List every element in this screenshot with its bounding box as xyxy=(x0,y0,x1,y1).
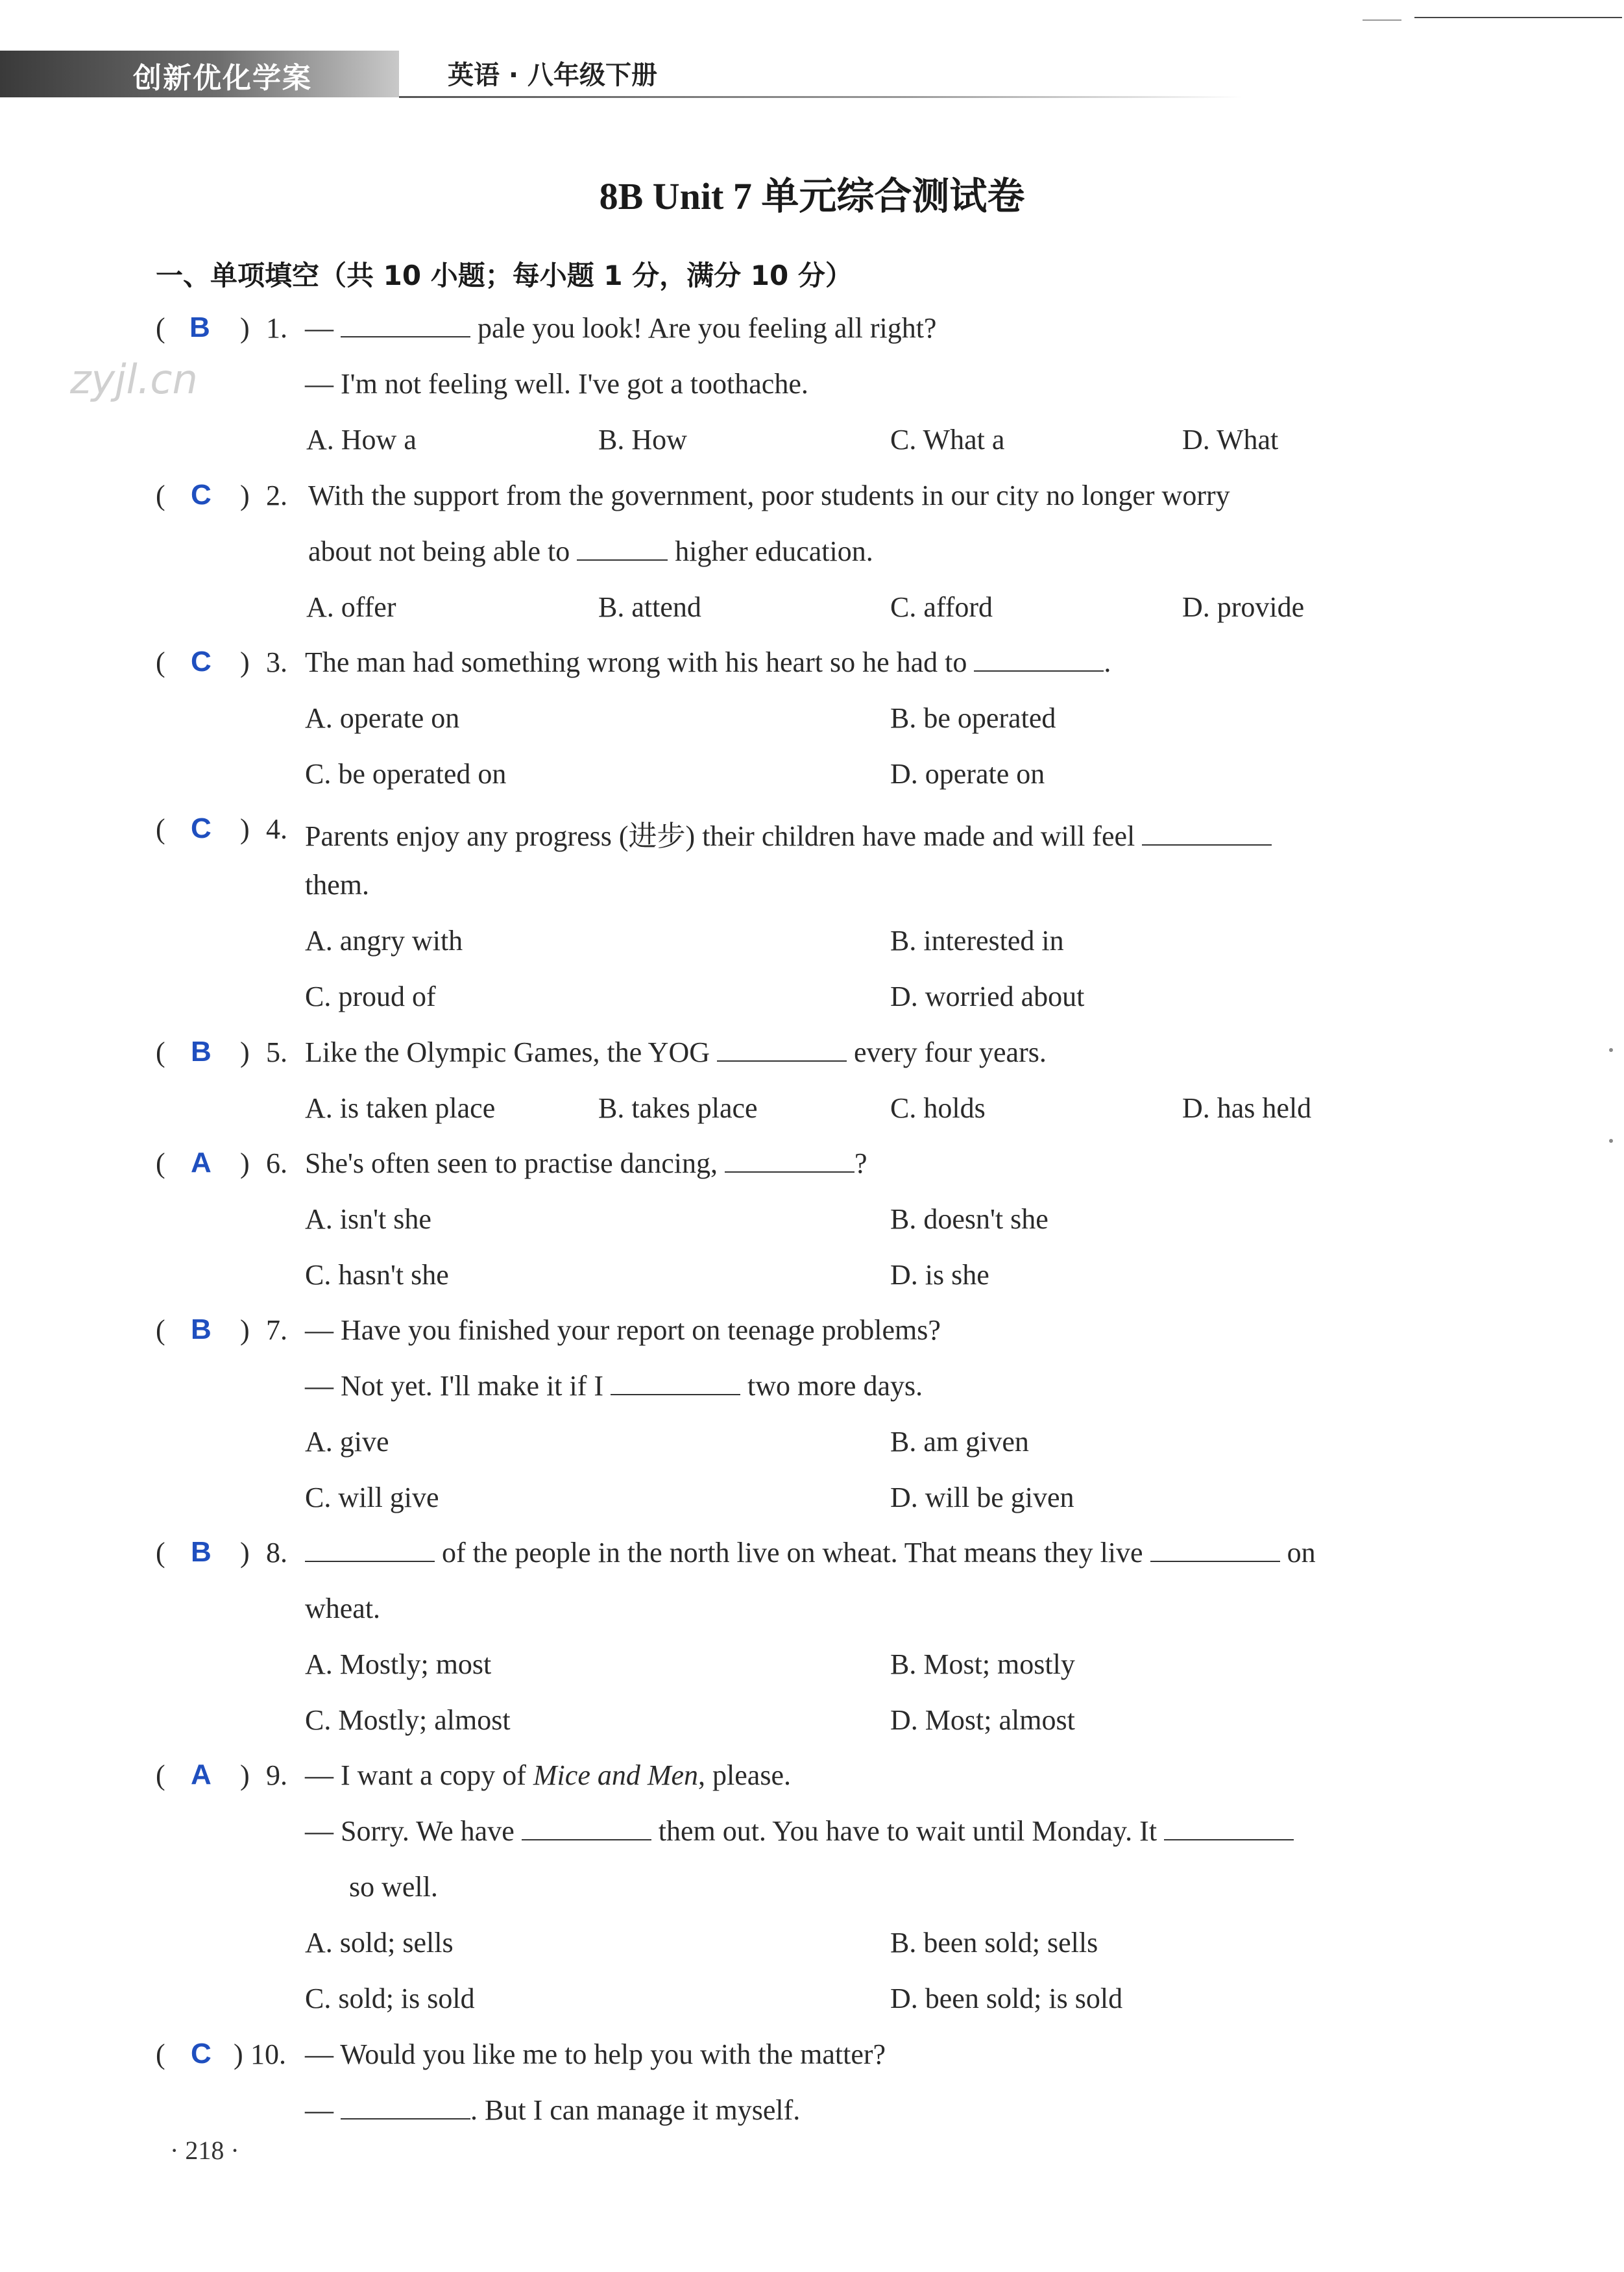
option: D. operate on xyxy=(890,758,1045,790)
option: C. proud of xyxy=(305,981,436,1012)
page-title: 8B Unit 7 单元综合测试卷 xyxy=(599,175,1025,217)
option: D. What xyxy=(1182,424,1279,456)
option: D. worried about xyxy=(890,981,1085,1012)
corner-rule-short xyxy=(1363,19,1401,21)
answer-9: A xyxy=(191,1759,212,1790)
answer-4: C xyxy=(191,812,212,844)
blank xyxy=(577,537,668,561)
blank xyxy=(305,1539,435,1562)
margin-dot xyxy=(1609,1048,1613,1052)
blank xyxy=(341,314,470,337)
option: B. takes place xyxy=(598,1092,758,1124)
blank xyxy=(717,1038,847,1062)
series-name: 创新优化学案 xyxy=(133,62,312,95)
option: A. sold; sells xyxy=(305,1927,454,1959)
option: A. Mostly; most xyxy=(305,1648,492,1680)
option: D. will be given xyxy=(890,1482,1074,1513)
option: C. Mostly; almost xyxy=(305,1704,511,1736)
option: B. How xyxy=(598,424,687,456)
blank xyxy=(611,1372,740,1395)
option: A. angry with xyxy=(305,925,463,957)
option: A. operate on xyxy=(305,702,460,734)
option: B. attend xyxy=(598,591,701,623)
option: C. afford xyxy=(890,591,993,623)
blank xyxy=(725,1149,854,1173)
option: A. How a xyxy=(306,424,417,456)
corner-rule xyxy=(1414,17,1622,18)
option: C. holds xyxy=(890,1092,986,1124)
section-heading: 一、单项填空（共 10 小题；每小题 1 分，满分 10 分） xyxy=(156,260,853,291)
option: A. give xyxy=(305,1426,389,1458)
option: A. isn't she xyxy=(305,1203,431,1235)
answer-7: B xyxy=(191,1313,212,1345)
margin-dot xyxy=(1609,1139,1613,1143)
option: D. provide xyxy=(1182,591,1305,623)
page-number: · 218 · xyxy=(170,2136,239,2165)
blank xyxy=(1150,1539,1280,1562)
watermark: zyjl.cn xyxy=(70,356,198,403)
blank xyxy=(522,1817,651,1840)
book-title: Mice and Men xyxy=(533,1759,699,1791)
option: B. doesn't she xyxy=(890,1203,1048,1235)
option: D. is she xyxy=(890,1259,989,1291)
blank xyxy=(1164,1817,1294,1840)
answer-5: B xyxy=(191,1036,212,1068)
option: A. is taken place xyxy=(305,1092,496,1124)
subject-label: 英语 · 八年级下册 xyxy=(448,60,658,90)
option: C. will give xyxy=(305,1482,439,1513)
option: B. Most; mostly xyxy=(890,1648,1075,1680)
answer-1: B xyxy=(189,311,210,343)
option: D. has held xyxy=(1182,1092,1312,1124)
answer-6: A xyxy=(191,1147,212,1179)
answer-3: C xyxy=(191,646,212,678)
option: B. am given xyxy=(890,1426,1029,1458)
option: C. sold; is sold xyxy=(305,1983,475,2014)
option: D. been sold; is sold xyxy=(890,1983,1123,2014)
answer-8: B xyxy=(191,1536,212,1568)
blank xyxy=(974,648,1104,672)
option: B. interested in xyxy=(890,925,1064,957)
answer-10: C xyxy=(191,2038,212,2070)
option: C. hasn't she xyxy=(305,1259,449,1291)
blank xyxy=(341,2096,470,2119)
option: B. be operated xyxy=(890,702,1056,734)
header-rule xyxy=(399,96,1242,98)
option: C. be operated on xyxy=(305,758,507,790)
option: A. offer xyxy=(306,591,396,623)
option: C. What a xyxy=(890,424,1005,456)
answer-2: C xyxy=(191,479,212,511)
option: B. been sold; sells xyxy=(890,1927,1098,1959)
blank xyxy=(1142,822,1272,846)
option: D. Most; almost xyxy=(890,1704,1075,1736)
